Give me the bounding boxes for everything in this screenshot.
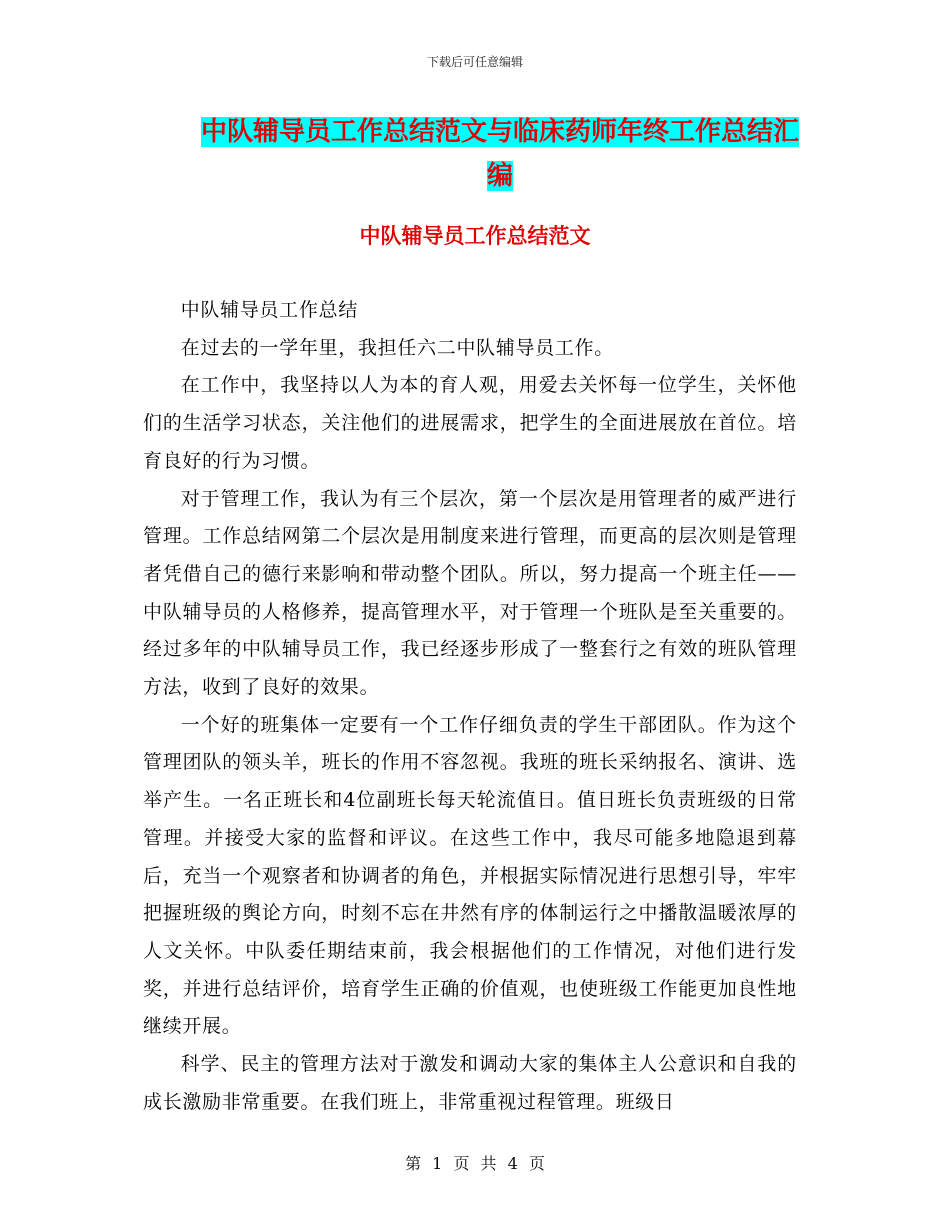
section-title: 中队辅导员工作总结范文 xyxy=(359,224,591,248)
document-title xyxy=(195,110,805,198)
document-title-line-1: 中队辅导员工作总结范文与临床药师年终工作总结汇 xyxy=(200,117,799,147)
paragraph: 科学、民主的管理方法对于激发和调动大家的集体主人公意识和自我的成长激励非常重要。在我们班上，非常重视过程管理。班级日 xyxy=(143,1053,797,1113)
document-body xyxy=(143,292,797,1121)
paragraph: 在工作中，我坚持以人为本的育人观，用爱去关怀每一位学生，关怀他们的生活学习状态，关注他们的进展需求，把学生的全面进展放在首位。培育良好的行为习惯。 xyxy=(143,374,797,472)
page-header-note: 下载后可任意编辑 xyxy=(426,55,523,69)
document-title-line-2: 编 xyxy=(486,161,513,191)
paragraph-heading: 中队辅导员工作总结 xyxy=(180,299,359,321)
paragraph: 在过去的一学年里，我担任六二中队辅导员工作。 xyxy=(180,336,614,359)
page-number: 第 1 页 共 4 页 xyxy=(405,1154,545,1173)
paragraph: 对于管理工作，我认为有三个层次，第一个层次是用管理者的威严进行管理。工作总结网第二个层次是用制度来进行管理，而更高的层次则是管理者凭借自己的德行来影响和带动整个团队。所以，努力提高一个班主任——中队辅导员的人格修养，提高管理水平，对于管理一个班队是至关重要的。经过多年的中队辅导员工作，我已经逐步形成了一整套行之有效的班队管理方法，收到了良好的效果。 xyxy=(143,487,797,699)
paragraph: 一个好的班集体一定要有一个工作仔细负责的学生干部团队。作为这个管理团队的领头羊，班长的作用不容忽视。我班的班长采纳报名、演讲、选举产生。一名正班长和4位副班长每天轮流值日。值日班长负责班级的日常管理。并接受大家的监督和评议。在这些工作中，我尽可能多地隐退到幕后，充当一个观察者和协调者的角色，并根据实际情况进行思想引导，牢牢把握班级的舆论方向，时刻不忘在井然有序的体制运行之中播散温暖浓厚的人文关怀。中队委任期结束前，我会根据他们的工作情况，对他们进行发奖，并进行总结评价，培育学生正确的价值观，也使班级工作能更加良性地继续开展。 xyxy=(143,713,797,1038)
